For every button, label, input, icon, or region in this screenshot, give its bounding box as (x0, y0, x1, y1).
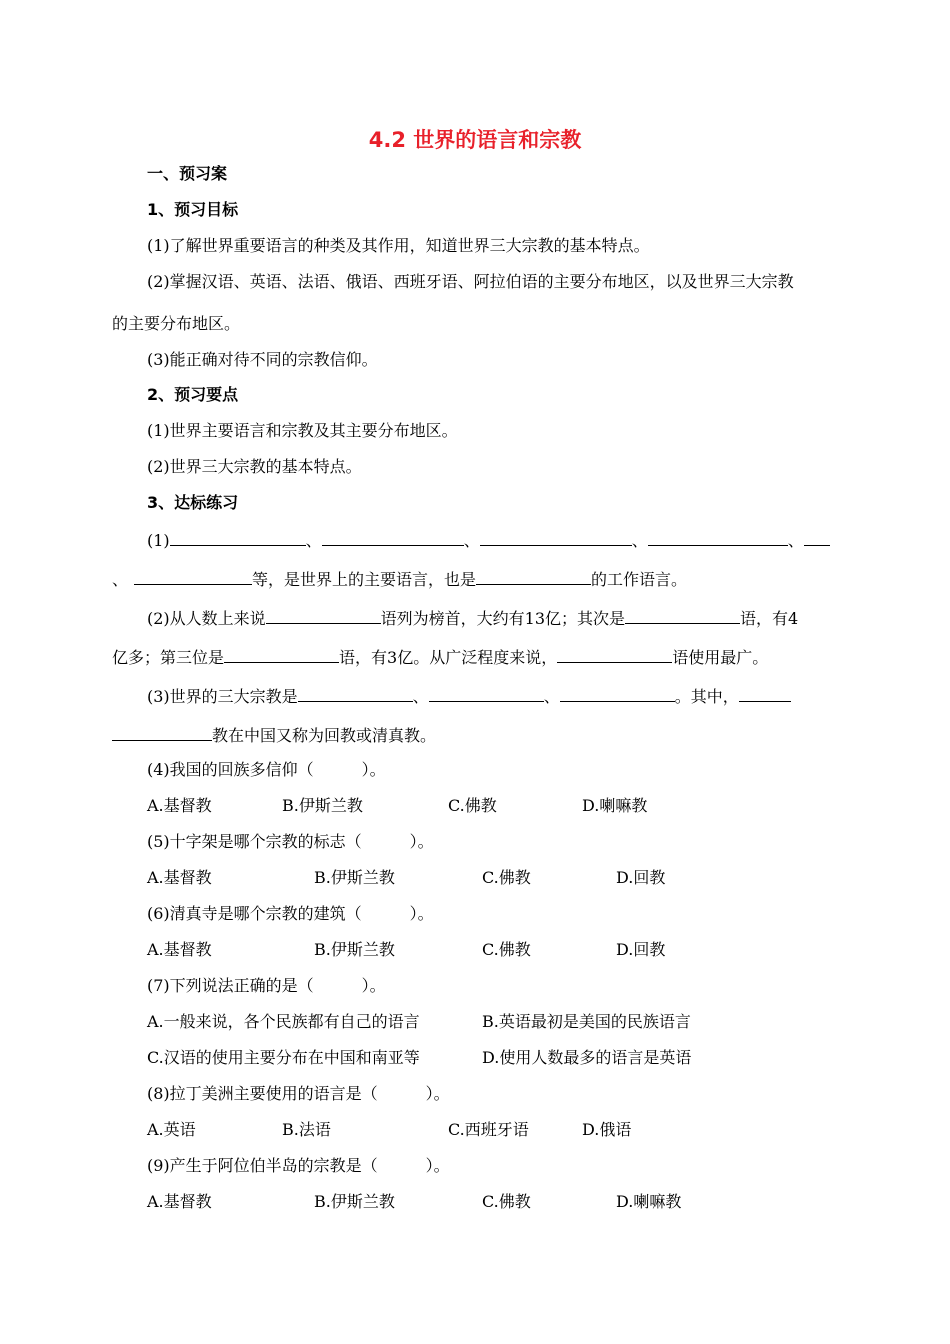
mc7-option-b[interactable]: B.英语最初是美国的民族语言 (482, 1012, 691, 1031)
goals-heading: 1、预习目标 (147, 200, 239, 219)
q1-line1 (147, 529, 830, 551)
q2-blank-4[interactable] (557, 646, 672, 663)
goal-item-1: (1)了解世界重要语言的种类及其作用，知道世界三大宗教的基本特点。 (147, 236, 650, 255)
q2-text-e: 语，有3亿。从广泛程度来说， (339, 648, 558, 667)
mc5-option-c[interactable]: C.佛教 (482, 868, 531, 887)
q1-blank-1[interactable] (170, 529, 306, 546)
mc5-option-a[interactable]: A.基督教 (147, 868, 212, 887)
q2-blank-2[interactable] (625, 607, 740, 624)
point-item-1: (1)世界主要语言和宗教及其主要分布地区。 (147, 421, 458, 440)
mc8-option-b[interactable]: B.法语 (282, 1120, 331, 1139)
q1-blank-6[interactable] (134, 568, 252, 585)
q3-line1 (147, 685, 791, 707)
goal-item-3: (3)能正确对待不同的宗教信仰。 (147, 350, 378, 369)
q2-text-a: (2)从人数上来说 (147, 609, 266, 628)
mc9-option-d[interactable]: D.喇嘛教 (616, 1192, 682, 1211)
mc8-option-a[interactable]: A.英语 (147, 1120, 196, 1139)
q2-blank-3[interactable] (224, 646, 339, 663)
q1-sep: 、 (463, 531, 480, 550)
q3-blank-2[interactable] (429, 685, 544, 702)
q2-text-b: 语列为榜首，大约有13亿；其次是 (380, 609, 626, 628)
mc-question-4: (4)我国的回族多信仰（ ）。 (147, 760, 386, 779)
q1-line2-sep: 、 (112, 570, 129, 589)
q1-blank-3[interactable] (480, 529, 632, 546)
q2-line2 (112, 646, 768, 668)
q3-blank-1[interactable] (298, 685, 413, 702)
practice-heading: 3、达标练习 (147, 493, 239, 512)
q1-line2-end: 的工作语言。 (591, 570, 688, 589)
q3-line2 (112, 724, 436, 746)
q3-sep: 、 (543, 687, 560, 706)
mc8-option-c[interactable]: C.西班牙语 (448, 1120, 529, 1139)
mc8-option-d[interactable]: D.俄语 (582, 1120, 632, 1139)
goal-item-2-cont: 的主要分布地区。 (112, 314, 241, 333)
mc7-option-a[interactable]: A.一般来说，各个民族都有自己的语言 (147, 1012, 420, 1031)
q1-blank-4[interactable] (648, 529, 788, 546)
q1-line2-mid: 等，是世界上的主要语言，也是 (252, 570, 477, 589)
q3-text-a: (3)世界的三大宗教是 (147, 687, 298, 706)
point-item-2: (2)世界三大宗教的基本特点。 (147, 457, 362, 476)
q2-text-d: 亿多；第三位是 (112, 648, 225, 667)
q3-sep: 、 (412, 687, 429, 706)
mc-question-5: (5)十字架是哪个宗教的标志（ ）。 (147, 832, 434, 851)
mc4-option-c[interactable]: C.佛教 (448, 796, 497, 815)
q1-sep: 、 (305, 531, 322, 550)
mc6-option-d[interactable]: D.回教 (616, 940, 666, 959)
mc6-option-b[interactable]: B.伊斯兰教 (314, 940, 395, 959)
q3-blank-4-cont[interactable] (112, 724, 212, 741)
mc4-option-a[interactable]: A.基督教 (147, 796, 212, 815)
mc9-option-b[interactable]: B.伊斯兰教 (314, 1192, 395, 1211)
mc5-option-d[interactable]: D.回教 (616, 868, 666, 887)
mc6-option-c[interactable]: C.佛教 (482, 940, 531, 959)
q3-text-b: 。其中， (674, 687, 739, 706)
section-heading-preview: 一、预习案 (147, 164, 228, 183)
mc-question-8: (8)拉丁美洲主要使用的语言是（ ）。 (147, 1084, 450, 1103)
q1-sep: 、 (631, 531, 648, 550)
mc-question-7: (7)下列说法正确的是（ ）。 (147, 976, 386, 995)
mc9-option-a[interactable]: A.基督教 (147, 1192, 212, 1211)
mc7-option-d[interactable]: D.使用人数最多的语言是英语 (482, 1048, 692, 1067)
q1-prefix: (1) (147, 531, 170, 550)
q1-sep: 、 (787, 531, 804, 550)
mc-question-9: (9)产生于阿位伯半岛的宗教是（ ）。 (147, 1156, 450, 1175)
q1-blank-7[interactable] (476, 568, 591, 585)
q3-blank-3[interactable] (560, 685, 675, 702)
mc5-option-b[interactable]: B.伊斯兰教 (314, 868, 395, 887)
q2-text-f: 语使用最广。 (672, 648, 769, 667)
mc9-option-c[interactable]: C.佛教 (482, 1192, 531, 1211)
q2-text-c: 语，有4 (740, 609, 799, 628)
q2-line1 (147, 607, 798, 629)
points-heading: 2、预习要点 (147, 385, 239, 404)
mc4-option-b[interactable]: B.伊斯兰教 (282, 796, 363, 815)
q1-line2 (112, 568, 687, 590)
q3-text-c: 教在中国又称为回教或清真教。 (212, 726, 437, 745)
q2-blank-1[interactable] (266, 607, 381, 624)
q3-blank-4[interactable] (739, 685, 791, 702)
q1-blank-2[interactable] (322, 529, 464, 546)
page-title: 4.2 世界的语言和宗教 (368, 128, 582, 152)
goal-item-2: (2)掌握汉语、英语、法语、俄语、西班牙语、阿拉伯语的主要分布地区，以及世界三大宗教 (147, 272, 794, 291)
mc4-option-d[interactable]: D.喇嘛教 (582, 796, 648, 815)
mc7-option-c[interactable]: C.汉语的使用主要分布在中国和南亚等 (147, 1048, 420, 1067)
q1-blank-5[interactable] (804, 529, 830, 546)
mc6-option-a[interactable]: A.基督教 (147, 940, 212, 959)
mc-question-6: (6)清真寺是哪个宗教的建筑（ ）。 (147, 904, 434, 923)
